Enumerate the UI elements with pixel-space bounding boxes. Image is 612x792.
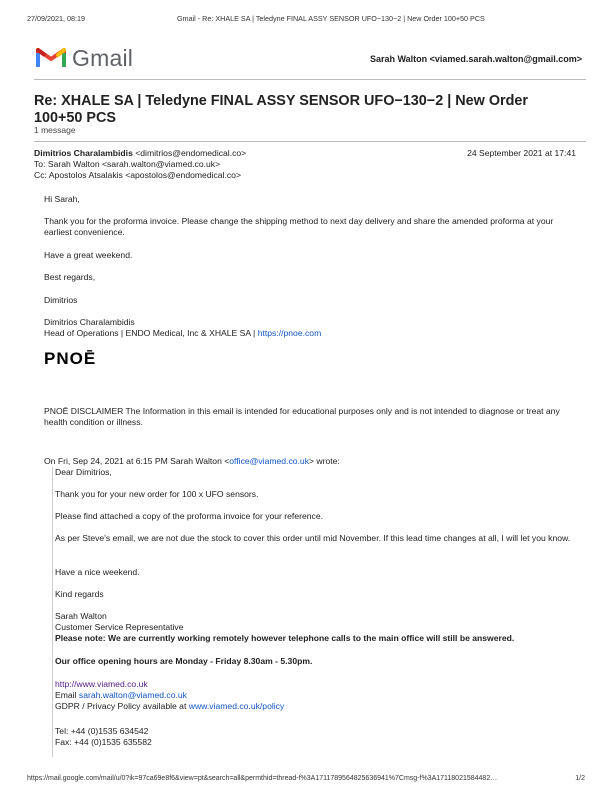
print-title: Gmail - Re: XHALE SA | Teledyne FINAL ASSY SENSOR UFO−130−2 | New Order 100+50 PCS [177, 14, 485, 23]
signature-name: Dimitrios Charalambidis [44, 317, 135, 327]
gdpr-line [55, 701, 575, 712]
gdpr-label: GDPR / Privacy Policy available at [55, 701, 189, 711]
quoted-paragraph: Please find attached a copy of the proforma invoice for your reference. [55, 511, 323, 521]
tel-line: Tel: +44 (0)1535 634542 [55, 726, 149, 736]
pnoe-link[interactable]: https://pnoe.com [257, 328, 322, 338]
body-paragraph: Have a great weekend. [44, 250, 133, 260]
quoted-role: Customer Service Representative [55, 622, 184, 632]
message-date: 24 September 2021 at 17:41 [467, 148, 576, 158]
quoted-paragraph: As per Steve's email, we are not due the stock to cover this order until mid November. If this lead time changes at all, I will let you know. [55, 533, 571, 543]
quoted-note-text: Please note: We are currently working remotely however telephone calls to the main office will still be answered. [55, 633, 515, 643]
thread-subject: Re: XHALE SA | Teledyne FINAL ASSY SENSOR UFO−130−2 | New Order 100+50 PCS [34, 93, 529, 126]
quote-border [52, 467, 53, 757]
sender-name: Dimitrios Charalambidis [34, 148, 133, 158]
footer-url: https://mail.google.com/mail/u/0?ik=97ca69e8f6&view=pt&search=all&permthid=thread-f%3A1711789564825636941%7Cmsg-f%3A17118021584482… [27, 775, 498, 782]
signature-title-text: Head of Operations | ENDO Medical, Inc & XHALE SA | [44, 328, 258, 338]
closing: Best regards, [44, 272, 96, 282]
recipient-cc: Cc: Apostolos Atsalakis <apostolos@endomedical.co> [34, 170, 241, 180]
gmail-m-icon [36, 45, 66, 69]
disclaimer: PNOĒ DISCLAIMER The Information in this email is intended for educational purposes only and is not intended to diagnose or treat any health condition or illness. [44, 406, 560, 427]
quote-intro-text: On Fri, Sep 24, 2021 at 6:15 PM Sarah Walton < [44, 456, 230, 466]
signature-short: Dimitrios [44, 295, 78, 305]
header-divider [34, 79, 586, 80]
body-paragraph: Thank you for the proforma invoice. Please change the shipping method to next day delivery and share the amended proforma at your earliest convenience. [44, 216, 554, 237]
office-email-link[interactable]: office@viamed.co.uk [229, 456, 310, 466]
website-line [55, 679, 575, 690]
signature-title [44, 328, 576, 339]
fax-line: Fax: +44 (0)1535 635582 [55, 737, 152, 747]
quoted-closing: Kind regards [55, 589, 104, 599]
subject-divider [34, 141, 586, 142]
quoted-paragraph: Have a nice weekend. [55, 567, 140, 577]
gdpr-link[interactable]: www.viamed.co.uk/policy [188, 701, 285, 711]
email-link[interactable]: sarah.walton@viamed.co.uk [78, 690, 187, 700]
quoted-hours [55, 656, 575, 667]
sender-email: <dimitrios@endomedical.co> [135, 148, 247, 158]
quoted-hours-text: Our office opening hours are Monday - Friday 8.30am - 5.30pm. [55, 656, 313, 666]
page-number: 1/2 [575, 775, 585, 782]
website-link[interactable]: http://www.viamed.co.uk [55, 679, 148, 689]
quote-intro [44, 456, 576, 467]
quoted-paragraph: Thank you for your new order for 100 x UFO sensors. [55, 489, 259, 499]
account-name: Sarah Walton <viamed.sarah.walton@gmail.com> [369, 54, 582, 64]
print-date: 27/09/2021, 08:19 [27, 14, 85, 23]
quote-intro-end: > wrote: [309, 456, 340, 466]
sender-line [34, 148, 246, 158]
quoted-name: Sarah Walton [55, 611, 107, 621]
quoted-note [55, 633, 575, 644]
pnoe-logo: PNOĒ [44, 349, 97, 368]
email-line [55, 690, 575, 701]
email-label: Email [55, 690, 79, 700]
quoted-greeting: Dear Dimitrios, [55, 467, 112, 477]
message-count: 1 message [34, 125, 76, 135]
recipient-to: To: Sarah Walton <sarah.walton@viamed.co.uk> [34, 159, 221, 169]
gmail-logo-text: Gmail [72, 45, 134, 71]
greeting: Hi Sarah, [44, 194, 80, 204]
